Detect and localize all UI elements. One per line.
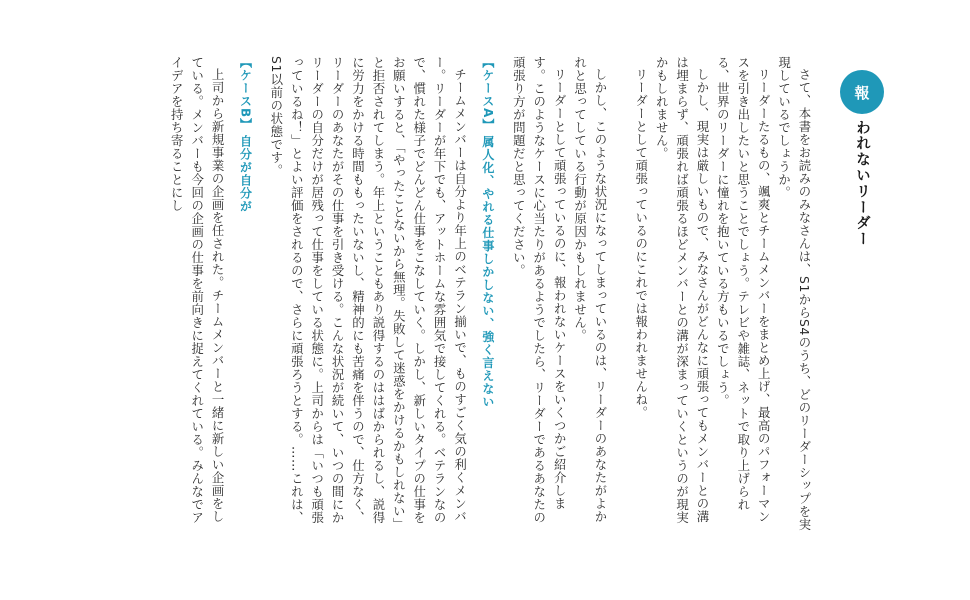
paragraph-case-b: 上司から新規事業の企画を任された。チームメンバーと一緒に新しい企画をしている。メンバーも今回の企画の仕事を前向きに捉えてくれている。みんなでアイデアを持ち寄ることにし (169, 56, 226, 524)
paragraph-introduce-cases: リーダーとして頑張っているのに、報われないケースをいくつかご紹介します。このようなケースに心当たりがあるようでしたら、リーダーであるあなたの頑張り方が問題だと思ってください。 (511, 56, 568, 524)
case-b-heading (235, 56, 255, 536)
case-a-tag: 【ケースA】 (480, 56, 495, 132)
vertical-body-text (14, 56, 814, 536)
paragraph-case-a: チームメンバーは自分より年上のベテラン揃いで、ものすごく気の利くメンバー。リーダーが年下でも、アットホームな雰囲気で接してくれる。ベテランなので、慣れた様子でどんどん仕事をこなしていく。しかし、新しいタイプの仕事をお願いすると、「やったことないから無理。失敗して迷惑をかけるかもしれない」と拒否されてしまう。年上ということもあり説得するのははばかられるし、説得に労力をかける時間ももったいないし、精神的にも苦痛を伴うので、仕方なく、リーダーのあなたがその仕事を引き受ける。こんな状況が続いて、いつの間にかリーダーの自分だけが居残って仕事をしている状態に。上司からは「いつも頑張っているね！」とよい評価をされるので、さらに頑張ろうとする。……これは、S1以前の状態です。 (268, 56, 468, 531)
heading-text: われないリーダー (854, 120, 870, 248)
case-b-title: 自分が自分が (238, 135, 253, 214)
case-a-title: 属人化、やれる仕事しかしない、強く言えない (480, 135, 495, 409)
paragraph-cause: しかし、このような状況になってしまっているのは、リーダーのあなたがよかれと思ってしている行動が原因かもしれません。 (572, 56, 608, 524)
heading-circle-badge (840, 70, 884, 114)
paragraph-leader-ideal: リーダーたるもの、颯爽とチームメンバーをまとめ上げ、最高のパフォーマンスを引き出したいと思うことでしょう。テレビや雑誌、ネットで取り上げられる、世界のリーダーに憧れを抱いている方もいるでしょう。 (715, 56, 772, 524)
section-heading (840, 70, 888, 330)
paragraph-intro-question: さて、本書をお読みのみなさんは、S1からS4のうち、どのリーダーシップを実現しているでしょうか。 (776, 56, 812, 532)
paragraph-not-rewarded: リーダーとして頑張っているのにこれでは報われませんね。 (633, 68, 649, 420)
case-a-heading (478, 56, 498, 536)
case-b-tag: 【ケースB】 (238, 56, 253, 132)
paragraph-harsh-reality: しかし、現実は厳しいもので、みなさんがどんなに頑張ってもメンバーとの溝は埋まらず、頑張れば頑張るほどメンバーとの溝が深まっていくというのが現実かもしれません。 (654, 56, 710, 524)
heading-first-char: 報 (854, 83, 870, 102)
